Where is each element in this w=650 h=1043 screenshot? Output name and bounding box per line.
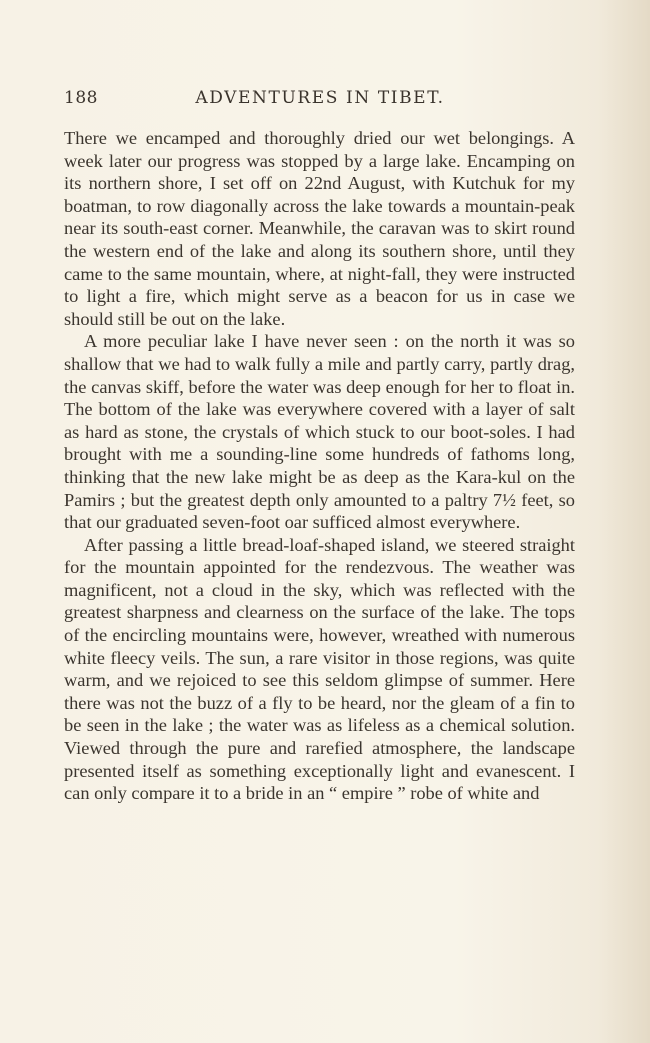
page-number: 188 (64, 88, 98, 108)
page-header (64, 88, 576, 114)
paragraph-2: A more peculiar lake I have never seen : on the north it was so shallow that we had to walk fully a mile and partly carry, partly drag, the canvas skiff, before the water was deep enough for her to float in. The bottom of the lake was everywhere covered with a layer of salt as hard as stone, the crystals of which stuck to our boot-soles. I had brought with me a sounding-line some hundreds of fathoms long, thinking that the new lake might be as deep as the Kara-kul on the Pamirs ; but the greatest depth only amounted to a paltry 7½ feet, so that our graduated seven-foot oar sufficed almost everywhere. (64, 331, 575, 533)
body-text (64, 127, 575, 805)
running-title: ADVENTURES IN TIBET. (195, 88, 445, 108)
paragraph-1: There we encamped and thoroughly dried our wet belongings. A week later our progress was stopped by a large lake. Encamping on its northern shore, I set off on 22nd August, with Kutchuk for my boatman, to row diagonally across the lake towards a mountain-peak near its south-east corner. Meanwhile, the caravan was to skirt round the western end of the lake and along its southern shore, until they came to the same mountain, where, at night-fall, they were instructed to light a fire, which might serve as a beacon for us in case we should still be out on the lake. (64, 128, 575, 329)
paragraph-3: After passing a little bread-loaf-shaped island, we steered straight for the mountain appointed for the rendezvous. The weather was magnificent, not a cloud in the sky, which was reflected with the greatest sharpness and clearness on the surface of the lake. The tops of the encircling mountains were, however, wreathed with numerous white fleecy veils. The sun, a rare visitor in those regions, was quite warm, and we rejoiced to see this seldom glimpse of summer. Here there was not the buzz of a fly to be heard, nor the gleam of a fin to be seen in the lake ; the water was as lifeless as a chemical solution. Viewed through the pure and rarefied atmosphere, the landscape presented itself as something exceptionally light and evanescent. I can only compare it to a bride in an “ empire ” robe of white and (64, 534, 575, 804)
